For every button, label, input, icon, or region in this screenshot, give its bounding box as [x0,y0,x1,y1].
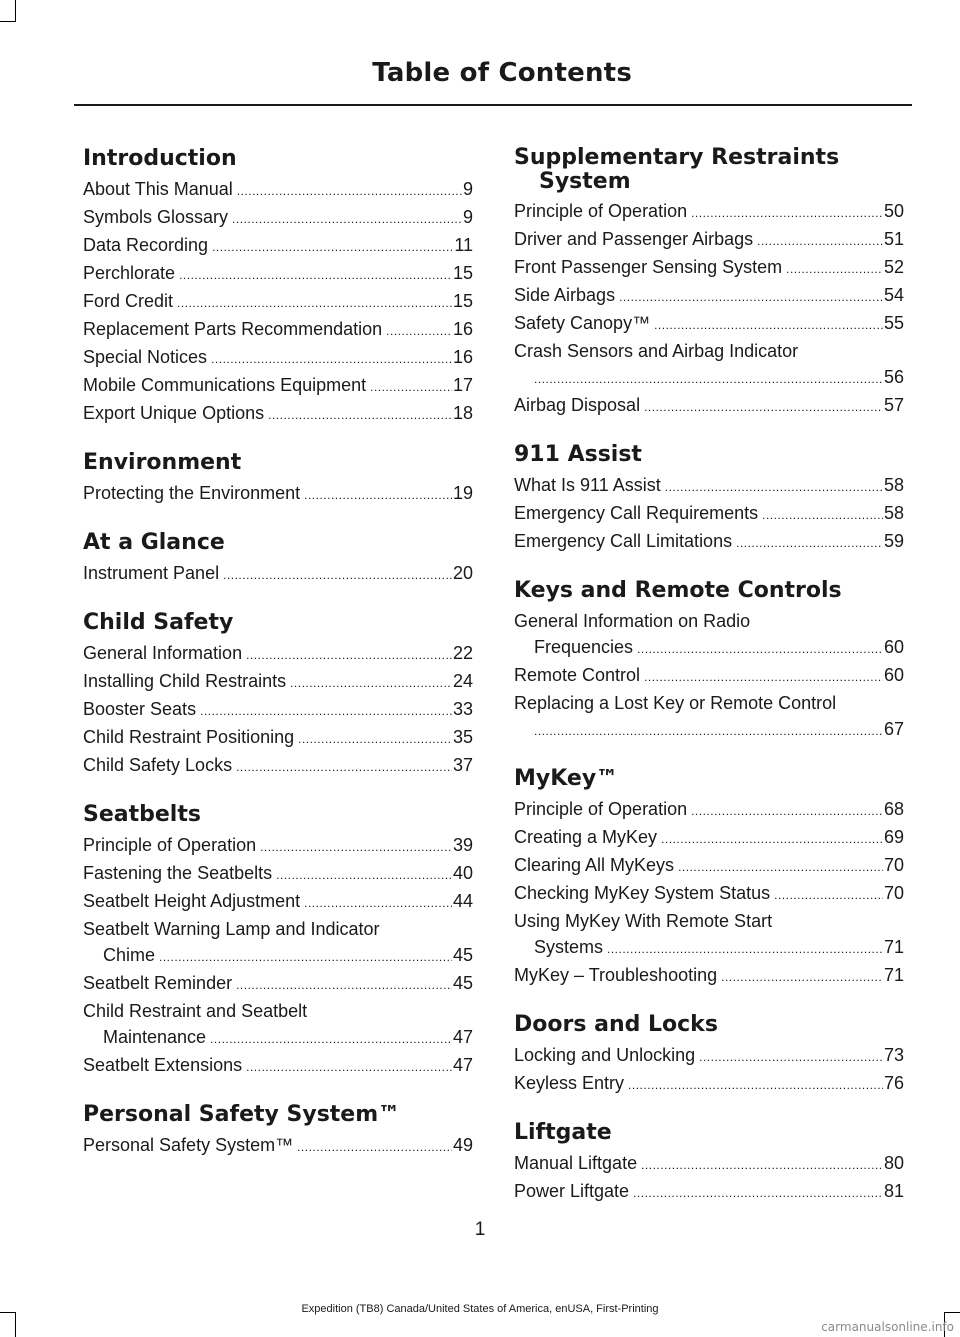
entry-row [514,254,904,282]
entry-row [514,1178,904,1206]
entry-row [514,1150,904,1178]
entry-row [83,288,473,316]
section-heading: Seatbelts [83,802,201,827]
entry-row [514,310,904,338]
entry-label: Emergency Call Requirements [514,503,759,523]
dot-leader [641,1152,883,1178]
toc-entry[interactable] [514,1070,904,1098]
page-title: Table of Contents [372,58,632,88]
toc-entry[interactable] [514,662,904,690]
entry-label: Principle of Operation [514,799,688,819]
entry-page-number: 35 [452,727,473,747]
entry-label: Data Recording [83,235,209,255]
entry-label: General Information on Radio [514,611,751,631]
dot-leader [699,1044,883,1070]
entry-page-number: 47 [452,1027,473,1047]
left-column [83,146,473,1182]
entry-page-number: 67 [883,719,904,739]
entry-page-number: 50 [883,201,904,221]
entry-row [514,796,904,824]
toc-entry[interactable] [514,852,904,880]
entry-label: Child Safety Locks [83,755,233,775]
entry-label: Seatbelt Height Adjustment [83,891,301,911]
entry-label: Symbols Glossary [83,207,229,227]
entry-label: Driver and Passenger Airbags [514,229,754,249]
dot-leader [236,972,452,998]
dot-leader [159,944,452,970]
entry-label: General Information [83,643,243,663]
dot-leader [212,234,453,260]
entry-row [514,282,904,310]
entry-label: Ford Credit [83,291,174,311]
dot-leader [721,964,883,990]
toc-section [83,802,473,1080]
entry-label: Personal Safety System™ [83,1135,294,1155]
entry-row [514,962,904,990]
entry-label: Side Airbags [514,285,616,305]
dot-leader [774,882,883,908]
entry-page-number: 16 [452,347,473,367]
entry-label: Booster Seats [83,699,197,719]
dot-leader [534,366,883,392]
entry-label: MyKey – Troubleshooting [514,965,718,985]
toc-entry[interactable] [514,472,904,500]
entry-page-number: 58 [883,475,904,495]
dot-leader [644,394,883,420]
toc-entry[interactable] [83,400,473,428]
entry-row [83,1132,473,1160]
toc-section [514,442,904,556]
entry-page-number: 20 [452,563,473,583]
toc-entry[interactable] [514,690,904,744]
crop-mark [15,0,16,22]
toc-entry[interactable] [83,916,473,970]
toc-section [514,578,904,744]
entry-page-number: 15 [452,291,473,311]
toc-entry[interactable] [514,962,904,990]
toc-entry[interactable] [83,176,473,204]
toc-entry[interactable] [83,724,473,752]
dot-leader [628,1072,883,1098]
toc-entry[interactable] [83,998,473,1052]
entry-label: Replacement Parts Recommendation [83,319,383,339]
toc-entry[interactable] [514,528,904,556]
entry-row [514,392,904,420]
entry-row [83,400,473,428]
entry-page-number: 51 [883,229,904,249]
entry-page-number: 54 [883,285,904,305]
entry-label: Chime [103,945,156,965]
dot-leader [304,890,452,916]
entry-label: Emergency Call Limitations [514,531,733,551]
toc-entry[interactable] [514,282,904,310]
dot-leader [232,206,462,232]
entry-page-number: 52 [883,257,904,277]
toc-entry[interactable] [514,500,904,528]
toc-entry[interactable] [83,696,473,724]
entry-label: Principle of Operation [83,835,257,855]
entry-label: Child Restraint Positioning [83,727,295,747]
entry-row [83,668,473,696]
dot-leader [661,826,883,852]
toc-entry[interactable] [83,752,473,780]
dot-leader [177,290,452,316]
entry-row [83,204,473,232]
entry-page-number: 71 [883,937,904,957]
entry-label: Systems [534,937,604,957]
entry-row [514,226,904,254]
dot-leader [260,834,452,860]
entry-row [514,1042,904,1070]
entry-page-number: 81 [883,1181,904,1201]
section-heading: 911 Assist [514,442,642,467]
entry-row [83,232,473,260]
section-heading: Personal Safety System™ [83,1102,401,1127]
toc-section [83,450,473,508]
right-column [514,146,904,1228]
entry-label: Remote Control [514,665,641,685]
toc-entry[interactable] [83,832,473,860]
crop-mark [15,1312,16,1337]
dot-leader [268,402,452,428]
dot-leader [246,1054,452,1080]
entry-page-number: 40 [452,863,473,883]
toc-section [514,1012,904,1098]
entry-page-number: 76 [883,1073,904,1093]
entry-page-number: 58 [883,503,904,523]
entry-label: Locking and Unlocking [514,1045,696,1065]
entry-label: Creating a MyKey [514,827,658,847]
toc-entry[interactable] [514,338,904,392]
entry-label: Clearing All MyKeys [514,855,675,875]
section-heading [514,146,904,194]
dot-leader [304,482,452,508]
toc-entry[interactable] [83,860,473,888]
toc-entry[interactable] [514,254,904,282]
section-heading: At a Glance [83,530,225,555]
toc-entry[interactable] [514,310,904,338]
toc-entry[interactable] [83,1132,473,1160]
toc-entry[interactable] [514,226,904,254]
entry-row [514,662,904,690]
toc-entry[interactable] [83,888,473,916]
entry-row [514,472,904,500]
entry-row [83,970,473,998]
entry-page-number: 45 [452,945,473,965]
toc-entry[interactable] [514,824,904,852]
dot-leader [534,718,883,744]
dot-leader [786,256,883,282]
entry-label: Seatbelt Reminder [83,973,233,993]
entry-page-number: 9 [462,207,473,227]
entry-row [83,372,473,400]
toc-section [514,146,904,420]
toc-section [514,1120,904,1206]
entry-label: Protecting the Environment [83,483,301,503]
dot-leader [678,854,883,880]
entry-row [514,634,904,662]
entry-page-number: 39 [452,835,473,855]
toc-entry[interactable] [514,608,904,662]
entry-page-number: 68 [883,799,904,819]
entry-row [83,1024,473,1052]
toc-entry[interactable] [83,372,473,400]
entry-page-number: 19 [452,483,473,503]
entry-page-number: 60 [883,665,904,685]
entry-page-number: 22 [452,643,473,663]
toc-entry[interactable] [83,316,473,344]
dot-leader [370,374,452,400]
toc-entry[interactable] [83,640,473,668]
entry-label: Manual Liftgate [514,1153,638,1173]
entry-row [83,640,473,668]
entry-row [83,724,473,752]
toc-entry[interactable] [514,796,904,824]
entry-page-number: 37 [452,755,473,775]
entry-label: Keyless Entry [514,1073,625,1093]
entry-row [83,560,473,588]
toc-entry[interactable] [83,560,473,588]
dot-leader [179,262,452,288]
dot-leader [691,200,883,226]
entry-row [514,824,904,852]
dot-leader [246,642,452,668]
entry-page-number: 71 [883,965,904,985]
entry-page-number: 11 [454,235,473,255]
dot-leader [211,346,452,372]
entry-row [83,696,473,724]
toc-entry[interactable] [83,668,473,696]
entry-row [514,716,904,744]
entry-label: Frequencies [534,637,634,657]
toc-section [83,1102,473,1160]
page-number: 1 [474,1219,486,1240]
entry-page-number: 15 [452,263,473,283]
entry-label: Seatbelt Extensions [83,1055,243,1075]
dot-leader [290,670,452,696]
toc-section [83,610,473,780]
entry-row [514,364,904,392]
entry-row [83,344,473,372]
dot-leader [607,936,883,962]
toc-entry[interactable] [514,1042,904,1070]
entry-page-number: 18 [452,403,473,423]
entry-page-number: 73 [883,1045,904,1065]
entry-row [83,480,473,508]
dot-leader [736,530,883,556]
crop-mark [0,21,16,22]
toc-section [83,146,473,428]
toc-entry[interactable] [83,1052,473,1080]
entry-page-number: 24 [452,671,473,691]
entry-label: Safety Canopy™ [514,313,651,333]
entry-row [514,852,904,880]
entry-page-number: 47 [452,1055,473,1075]
dot-leader [633,1180,883,1206]
dot-leader [236,754,452,780]
entry-label: Mobile Communications Equipment [83,375,367,395]
entry-row [83,888,473,916]
section-heading-line: Supplementary Restraints [514,145,840,170]
dot-leader [210,1026,452,1052]
dot-leader [757,228,883,254]
dot-leader [637,636,883,662]
toc-entry[interactable] [514,198,904,226]
entry-row [514,934,904,962]
section-heading: Doors and Locks [514,1012,718,1037]
entry-label: Instrument Panel [83,563,220,583]
toc-entry[interactable] [83,260,473,288]
dot-leader [691,798,883,824]
entry-row [83,752,473,780]
dot-leader [237,178,462,204]
dot-leader [223,562,452,588]
toc-section [514,766,904,990]
entry-label: Replacing a Lost Key or Remote Control [514,693,837,713]
entry-page-number: 49 [452,1135,473,1155]
entry-page-number: 16 [452,319,473,339]
entry-row [514,528,904,556]
toc-entry[interactable] [514,1150,904,1178]
entry-label: Checking MyKey System Status [514,883,771,903]
toc-entry[interactable] [83,970,473,998]
toc-entry[interactable] [83,480,473,508]
dot-leader [386,318,452,344]
entry-label: Principle of Operation [514,201,688,221]
section-heading: Liftgate [514,1120,612,1145]
entry-page-number: 80 [883,1153,904,1173]
entry-label: Crash Sensors and Airbag Indicator [514,341,799,361]
section-heading: Child Safety [83,610,234,635]
entry-row [83,832,473,860]
toc-entry[interactable] [514,392,904,420]
toc-entry[interactable] [514,880,904,908]
toc-entry[interactable] [83,232,473,260]
entry-page-number: 9 [462,179,473,199]
entry-page-number: 60 [883,637,904,657]
entry-page-number: 55 [883,313,904,333]
entry-page-number: 33 [452,699,473,719]
toc-entry[interactable] [83,288,473,316]
section-heading: Keys and Remote Controls [514,578,842,603]
watermark: carmanualsonline.info [821,1320,954,1334]
dot-leader [297,1134,452,1160]
entry-page-number: 17 [452,375,473,395]
entry-row [83,942,473,970]
entry-label: Perchlorate [83,263,176,283]
entry-row [83,260,473,288]
entry-label: What Is 911 Assist [514,475,661,495]
toc-entry[interactable] [514,908,904,962]
entry-page-number: 57 [883,395,904,415]
entry-label: Child Restraint and Seatbelt [83,1001,308,1021]
dot-leader [644,664,883,690]
footer-text: Expedition (TB8) Canada/United States of America, enUSA, First-Printing [301,1303,659,1315]
entry-label: Special Notices [83,347,208,367]
entry-row [83,176,473,204]
entry-label: About This Manual [83,179,233,199]
entry-page-number: 69 [883,827,904,847]
toc-entry[interactable] [514,1178,904,1206]
entry-row [83,860,473,888]
dot-leader [276,862,452,888]
entry-label: Maintenance [103,1027,207,1047]
dot-leader [665,474,883,500]
entry-label: Front Passenger Sensing System [514,257,783,277]
title-rule [74,104,912,106]
section-heading: MyKey™ [514,766,619,791]
dot-leader [619,284,883,310]
dot-leader [200,698,452,724]
entry-page-number: 70 [883,883,904,903]
entry-label: Export Unique Options [83,403,265,423]
entry-label: Airbag Disposal [514,395,641,415]
toc-section [83,530,473,588]
dot-leader [298,726,452,752]
dot-leader [762,502,883,528]
section-heading: Environment [83,450,242,475]
entry-page-number: 44 [452,891,473,911]
entry-row [514,500,904,528]
dot-leader [654,312,883,338]
entry-row [83,1052,473,1080]
toc-entry[interactable] [83,204,473,232]
entry-row [514,1070,904,1098]
entry-label: Using MyKey With Remote Start [514,911,773,931]
entry-label: Installing Child Restraints [83,671,287,691]
entry-page-number: 70 [883,855,904,875]
section-heading-line: System [539,169,631,194]
entry-row [514,198,904,226]
entry-label: Seatbelt Warning Lamp and Indicator [83,919,380,939]
entry-label: Fastening the Seatbelts [83,863,273,883]
section-heading: Introduction [83,146,237,171]
entry-label: Power Liftgate [514,1181,630,1201]
toc-entry[interactable] [83,344,473,372]
entry-page-number: 59 [883,531,904,551]
entry-row [83,316,473,344]
entry-row [514,880,904,908]
entry-page-number: 45 [452,973,473,993]
entry-page-number: 56 [883,367,904,387]
